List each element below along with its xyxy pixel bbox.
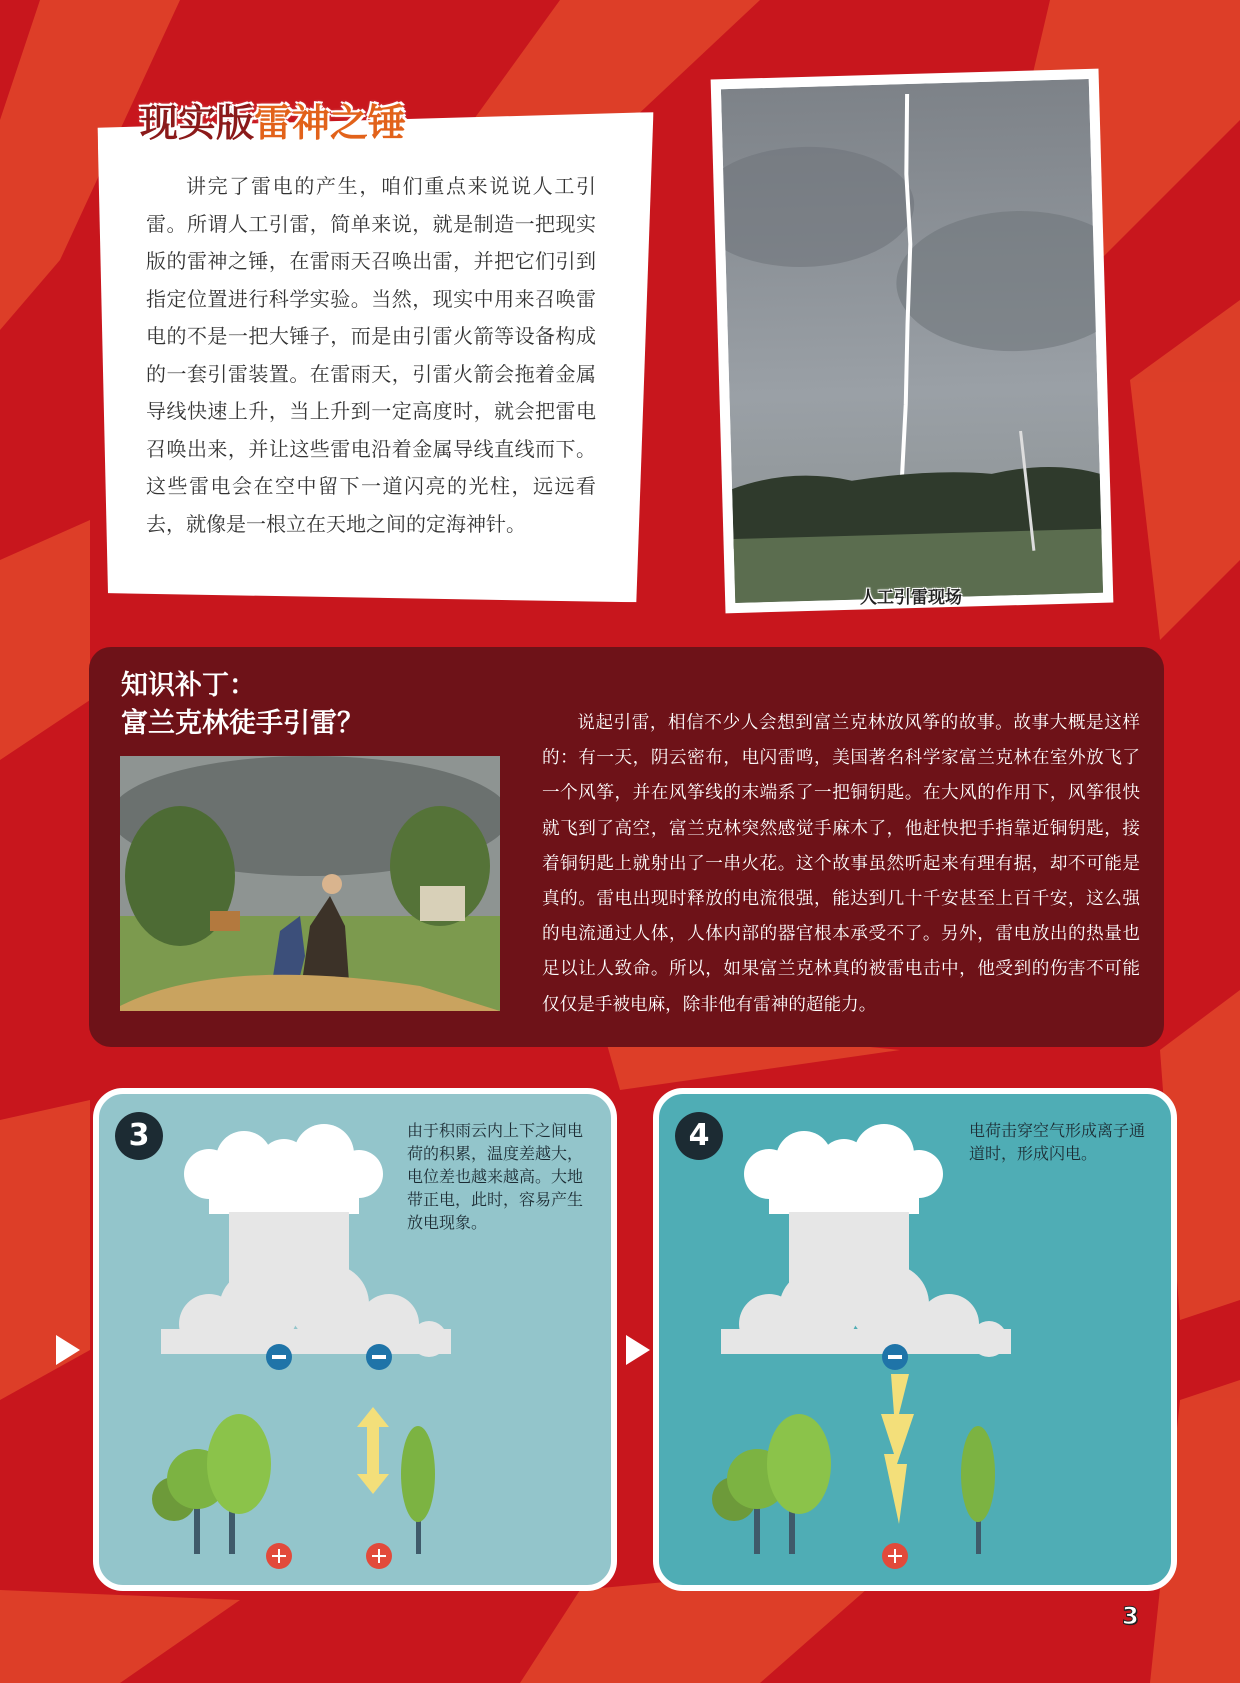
step-text: 由于积雨云内上下之间电荷的积累，温度差越大，电位差也越来越高。大地带正电，此时，容易产生放电现象。 (407, 1121, 584, 1232)
cloud-diagram (99, 1094, 611, 1585)
panel-step-4 (653, 1088, 1177, 1591)
panel-step-3 (93, 1088, 617, 1591)
knowledge-box (89, 647, 1164, 1047)
photo-caption: 人工引雷现场 (860, 588, 962, 608)
franklin-kite-painting (120, 756, 500, 1011)
arrow-right-icon (626, 1335, 650, 1365)
arrow-right-icon (56, 1335, 80, 1365)
knowledge-heading: 知识补丁： 富兰克林徒手引雷？ (121, 670, 364, 739)
knowledge-body: 说起引雷，相信不少人会想到富兰克林放风筝的故事。故事大概是这样的：有一天，阴云密布，电闪雷鸣，美国著名科学家富兰克林在室外放飞了一个风筝，并在风筝线的末端系了一把铜钥匙。在大风的作用下，风筝很快就飞到了高空，富兰克林突然感觉手麻木了，他赶快把手指靠近铜钥匙，接着铜钥匙上就射出了一串火花。这个故事虽然听起来有理有据，却不可能是真的。雷电出现时释放的电流很强，能达到几十千安甚至上百千安，这么强的电流通过人体，人体内部的器官根本承受不了。另外，雷电放出的热量也足以让人致命。所以，如果富兰克林真的被雷电击中，他受到的伤害不可能仅仅是手被电麻，除非他有雷神的超能力。 (542, 713, 1140, 1015)
lightning-diagram (659, 1094, 1171, 1585)
step-text: 电荷击穿空气形成离子通道时，形成闪电。 (969, 1121, 1146, 1163)
intro-title: 现实版雷神之锤 (140, 100, 407, 145)
step-number: 4 (675, 1112, 723, 1160)
lightning-photo (711, 69, 1114, 614)
intro-body: 讲完了雷电的产生，咱们重点来说说人工引雷。所谓人工引雷，简单来说，就是制造一把现实版的雷神之锤，在雷雨天召唤出雷，并把它们引到指定位置进行科学实验。当然，现实中用来召唤雷电的不是一把大锤子，而是由引雷火箭等设备构成的一套引雷装置。在雷雨天，引雷火箭会拖着金属导线快速上升，当上升到一定高度时，就会把雷电召唤出来，并让这些雷电沿着金属导线直线而下。这些雷电会在空中留下一道闪亮的光柱，远远看去，就像是一根立在天地之间的定海神针。 (146, 174, 596, 536)
step-number: 3 (115, 1112, 163, 1160)
page-number: 3 (1122, 1602, 1139, 1630)
